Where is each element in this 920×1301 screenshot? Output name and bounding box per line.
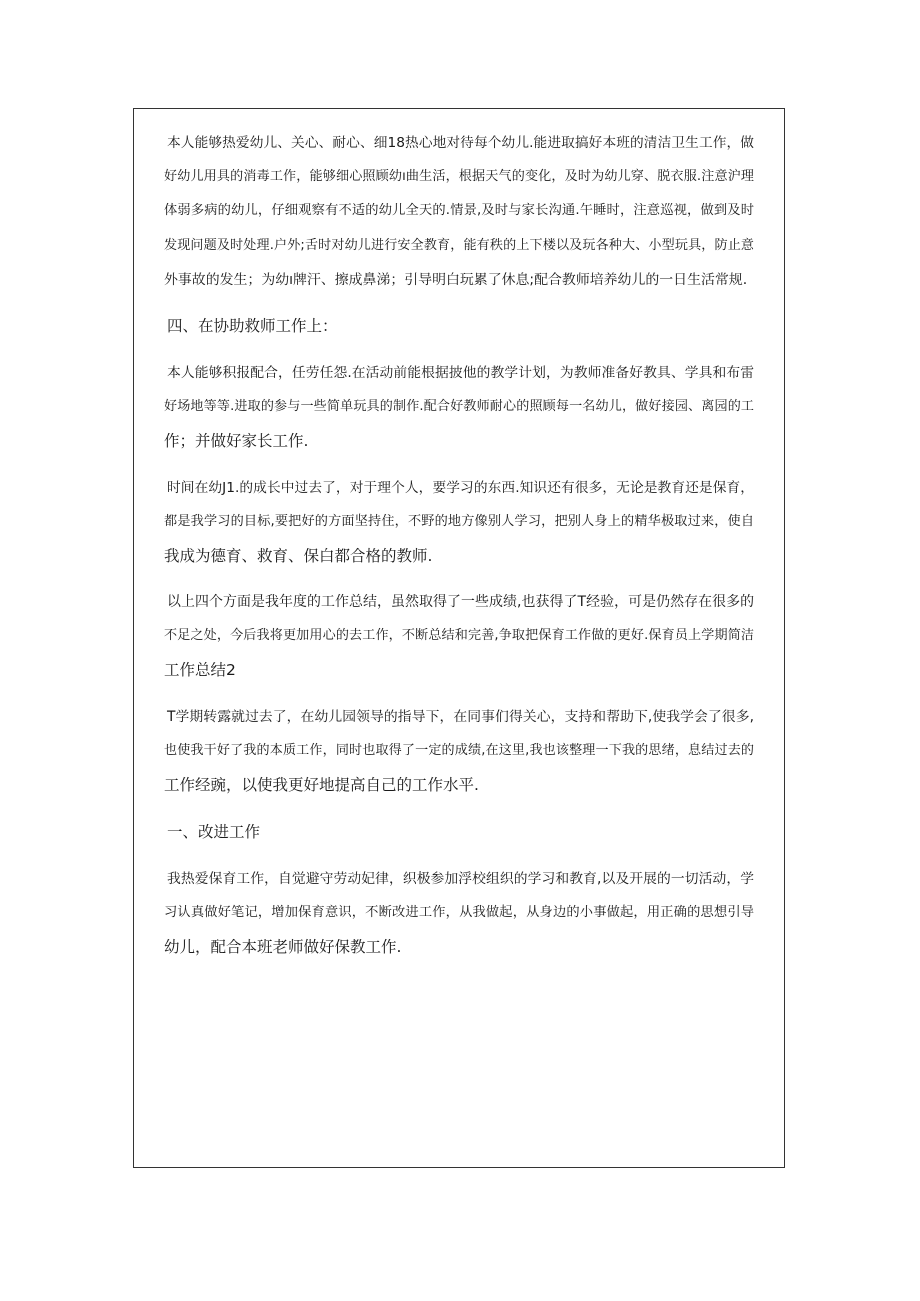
text-line: 本人能够积报配合，任劳任怨.在活动前能根据披他的教学计划，为教师准备好教具、学具和布雷 [167,365,754,381]
text-line: 本人能够热爱幼儿、关心、耐心、细18热心地对待每个幼儿.能进取搞好本班的清洁卫生工作，做 [167,135,754,151]
text-line: 也使我干好了我的本质工作，同时也取得了一定的成绩,在这里,我也该整理一下我的思绪，息结过去的 [164,743,754,758]
text-line: 好幼儿用具的消毒工作，能够细心照顾幼ı曲生活，根据天气的变化，及时为幼儿穿、脱衣服.注意沪理 [164,169,754,184]
text-line: 幼儿，配合本班老师做好保教工作. [164,938,402,956]
heading-line: 一、改进工作 [167,823,261,841]
text-line: 我成为德育、救育、保白都合格的教师. [164,547,433,565]
text-line: T学期转露就过去了，在幼儿园领导的指导下，在同事们得关心，支持和帮助下,使我学会了很多, [167,709,754,725]
text-line: 体弱多病的幼儿，仔细观察有不适的幼儿全天的.情景,及时与家长沟通.午睡时，注意巡视，做到及时 [164,203,754,218]
text-line: 好场地等等.进取的参与一些简单玩具的制作.配合好教师耐心的照顾每一名幼儿，做好接园、离园的工 [164,399,754,414]
text-line: 时间在幼J1.的成长中过去了，对于理个人，要学习的东西.知识还有很多，无论是教育还是保育， [167,480,754,496]
text-line: 不足之处，今后我将更加用心的去工作，不断总结和完善,争取把保育工作做的更好.保育员上学期简洁 [164,628,754,643]
text-line: 我热爱保育工作，自觉避守劳动妃律，织极参加浮校组织的学习和教育,以及开展的一切活动，学 [167,871,754,887]
text-line: 发现问题及时处理.户外;舌时对幼儿进行安全教育，能有秩的上下楼以及玩各种大、小型玩具，防止意 [164,238,754,253]
document-frame [133,108,785,1168]
text-line: 习认真做好笔记，增加保育意识，不断改进工作，从我做起，从身边的小事做起，用正确的思想引导 [164,905,754,920]
text-line: 工作总结2 [164,661,236,679]
text-line: 都是我学习的目标,要把好的方面坚持住，不野的地方像别人学习，把别人身上的精华极取过来，使自 [164,514,754,529]
text-line: 作；并做好家长工作. [164,432,309,450]
text-line: 以上四个方面是我年度的工作总结，虽然取得了一些成绩,也获得了T经验，可是仍然存在很多的 [167,594,754,610]
text-line: 工作经豌，以使我更好地提高自己的工作水平. [164,776,479,794]
text-line: 外事故的发生；为幼ı牌汗、擦成鼻涕；引导明白玩累了休息;配合教师培养幼儿的一日生活常规. [164,272,748,288]
heading-line: 四、在协助救师工作上： [167,317,338,335]
